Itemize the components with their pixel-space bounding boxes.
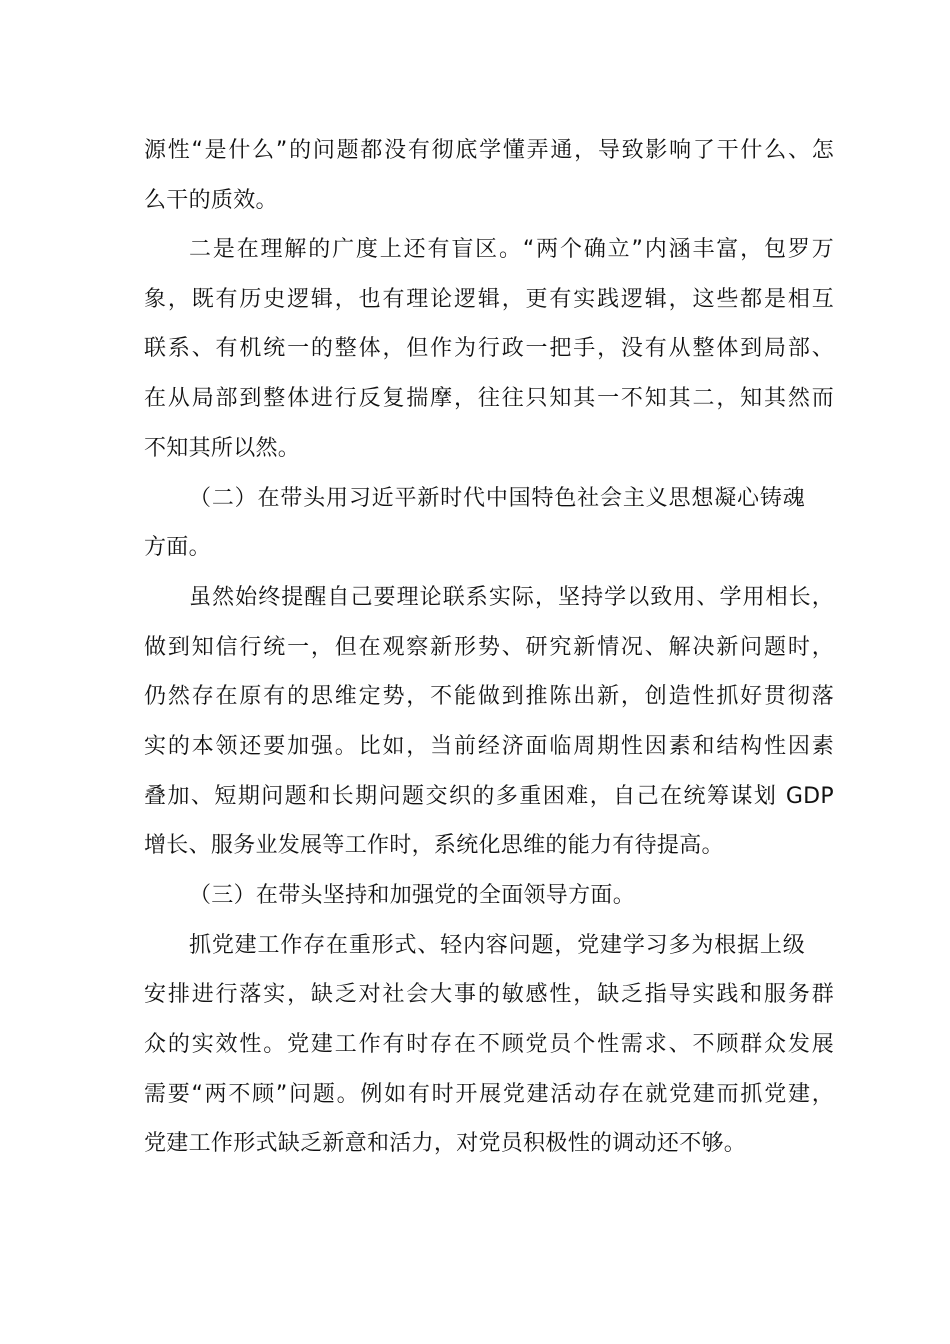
section-heading: （二）在带头用习近平新时代中国特色社会主义思想凝心铸魂 [189, 486, 805, 511]
text-line: 党建工作形式缺乏新意和活力，对党员积极性的调动还不够。 [144, 1131, 747, 1156]
text-line: 需要“两不顾”问题。例如有时开展党建活动存在就党建而抓党建， [144, 1082, 834, 1107]
text-line: 象，既有历史逻辑，也有理论逻辑，更有实践逻辑，这些都是相互 [144, 287, 834, 312]
section-heading-continued: 方面。 [144, 535, 211, 560]
paragraph-first-line: 二是在理解的广度上还有盲区。“两个确立”内涵丰富，包罗万 [189, 237, 834, 262]
paragraph-first-line: 虽然始终提醒自己要理论联系实际，坚持学以致用、学用相长， [189, 585, 834, 610]
text-line: 叠加、短期问题和长期问题交织的多重困难，自己在统筹谋划 GDP [144, 784, 834, 809]
paragraph-first-line: 抓党建工作存在重形式、轻内容问题，党建学习多为根据上级 [189, 933, 805, 958]
text-line: 众的实效性。党建工作有时存在不顾党员个性需求、不顾群众发展 [144, 1032, 834, 1057]
text-line: 联系、有机统一的整体，但作为行政一把手，没有从整体到局部、 [144, 336, 834, 361]
text-line: 源性“是什么”的问题都没有彻底学懂弄通，导致影响了干什么、怎 [144, 138, 834, 163]
text-line: 在从局部到整体进行反复揣摩，往往只知其一不知其二，知其然而 [144, 386, 834, 411]
section-heading: （三）在带头坚持和加强党的全面领导方面。 [189, 883, 636, 908]
text-line: 么干的质效。 [144, 188, 278, 213]
text-line: 仍然存在原有的思维定势，不能做到推陈出新，创造性抓好贯彻落 [144, 684, 834, 709]
text-line: 增长、服务业发展等工作时，系统化思维的能力有待提高。 [144, 833, 724, 858]
text-line: 安排进行落实，缺乏对社会大事的敏感性，缺乏指导实践和服务群 [144, 982, 834, 1007]
text-line: 不知其所以然。 [144, 436, 301, 461]
text-line: 做到知信行统一，但在观察新形势、研究新情况、解决新问题时， [144, 635, 834, 660]
text-line: 实的本领还要加强。比如，当前经济面临周期性因素和结构性因素 [144, 734, 834, 759]
